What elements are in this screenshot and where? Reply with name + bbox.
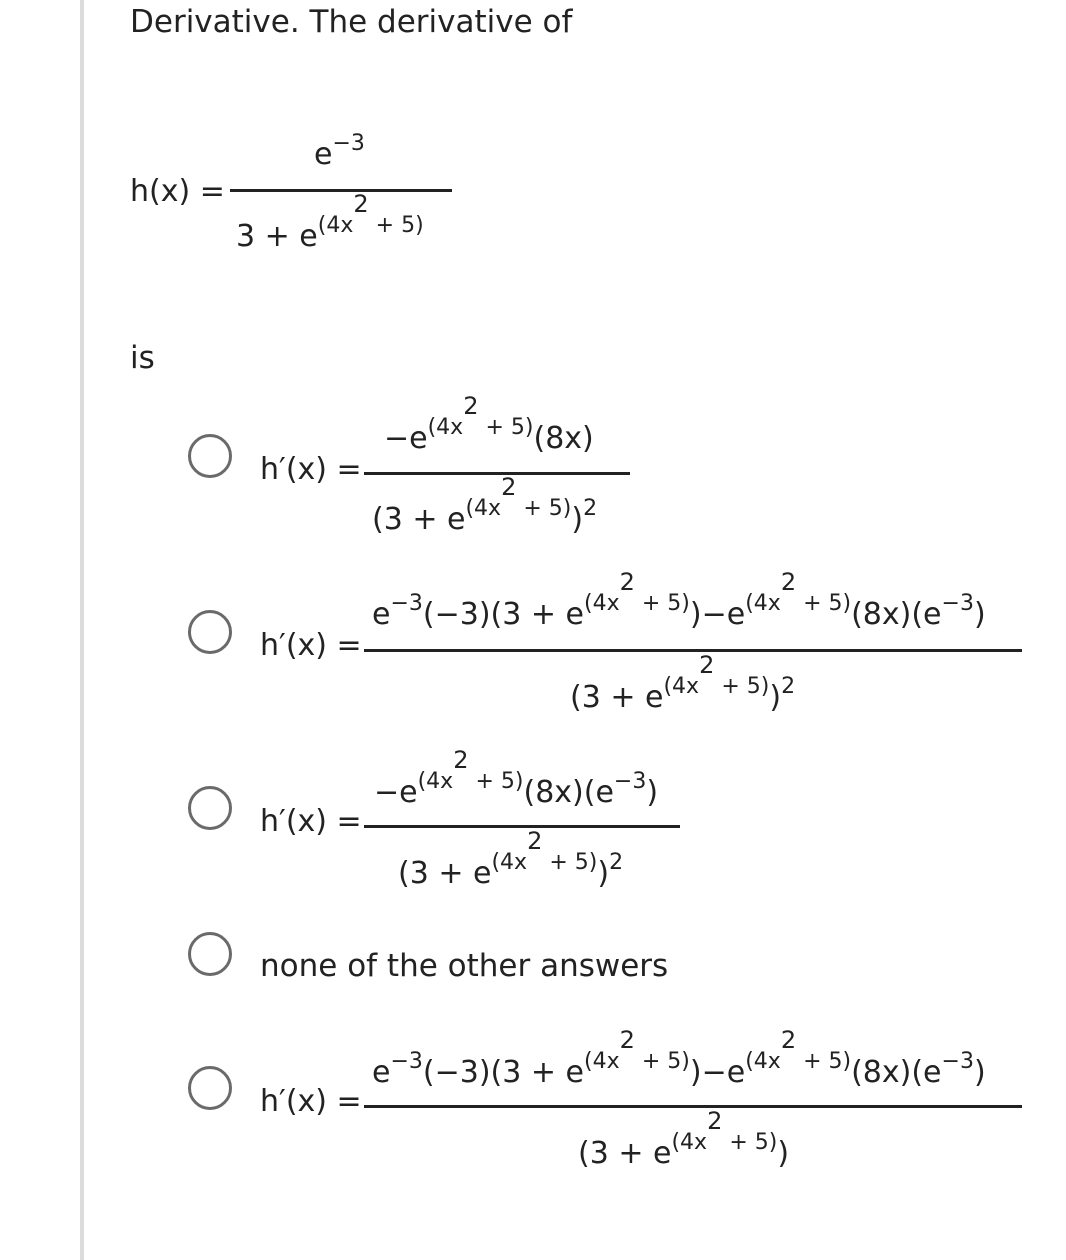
left-border: [80, 0, 84, 1260]
option-5-denominator: $(3 + e^{(4x2 + 5)})$: [578, 1107, 790, 1171]
option-1-numerator: $-e^{(4x2 + 5)}(8x)$: [384, 392, 594, 456]
option-4-label: none of the other answers: [260, 948, 669, 984]
option-1-lhs: h′(x) =: [260, 452, 362, 487]
option-2-lhs: h′(x) =: [260, 628, 362, 663]
option-2-radio[interactable]: [188, 610, 232, 654]
option-5-fraction-bar: [364, 1105, 1022, 1108]
option-3-radio[interactable]: [188, 786, 232, 830]
option-2-fraction-bar: [364, 649, 1022, 652]
option-5-numerator: $e^{-3}(-3)(3 + e^{(4x2 + 5)})-e^{(4x2 + 5)}(8x)(e^{-3})$: [372, 1026, 986, 1090]
question-numerator: [314, 131, 365, 172]
option-1-denominator: $(3 + e^{(4x2 + 5)})^2$: [372, 473, 598, 537]
den-prefix: 3 + e: [236, 219, 318, 254]
option-3-fraction-bar: [364, 825, 680, 828]
option-2-denominator: $(3 + e^{(4x2 + 5)})^2$: [570, 651, 796, 715]
num-base: e: [314, 137, 333, 172]
option-3-denominator: $(3 + e^{(4x2 + 5)})^2$: [398, 827, 624, 891]
option-4-radio[interactable]: [188, 932, 232, 976]
is-label: is: [130, 340, 155, 376]
num-exp: −3: [332, 131, 365, 156]
den-exp: (4x2 + 5): [317, 190, 424, 238]
question-intro: Derivative. The derivative of: [130, 4, 573, 40]
question-lhs: h(x) =: [130, 174, 225, 209]
option-5-lhs: h′(x) =: [260, 1084, 362, 1119]
option-5-radio[interactable]: [188, 1066, 232, 1110]
question-fraction-bar: [230, 189, 452, 192]
option-3-lhs: h′(x) =: [260, 804, 362, 839]
option-3-numerator: $-e^{(4x2 + 5)}(8x)(e^{-3})$: [374, 746, 659, 810]
option-1-radio[interactable]: [188, 434, 232, 478]
option-2-numerator: $e^{-3}(-3)(3 + e^{(4x2 + 5)})-e^{(4x2 + 5)}(8x)(e^{-3})$: [372, 568, 986, 632]
option-1-fraction-bar: [364, 472, 630, 475]
question-denominator: [236, 190, 424, 254]
